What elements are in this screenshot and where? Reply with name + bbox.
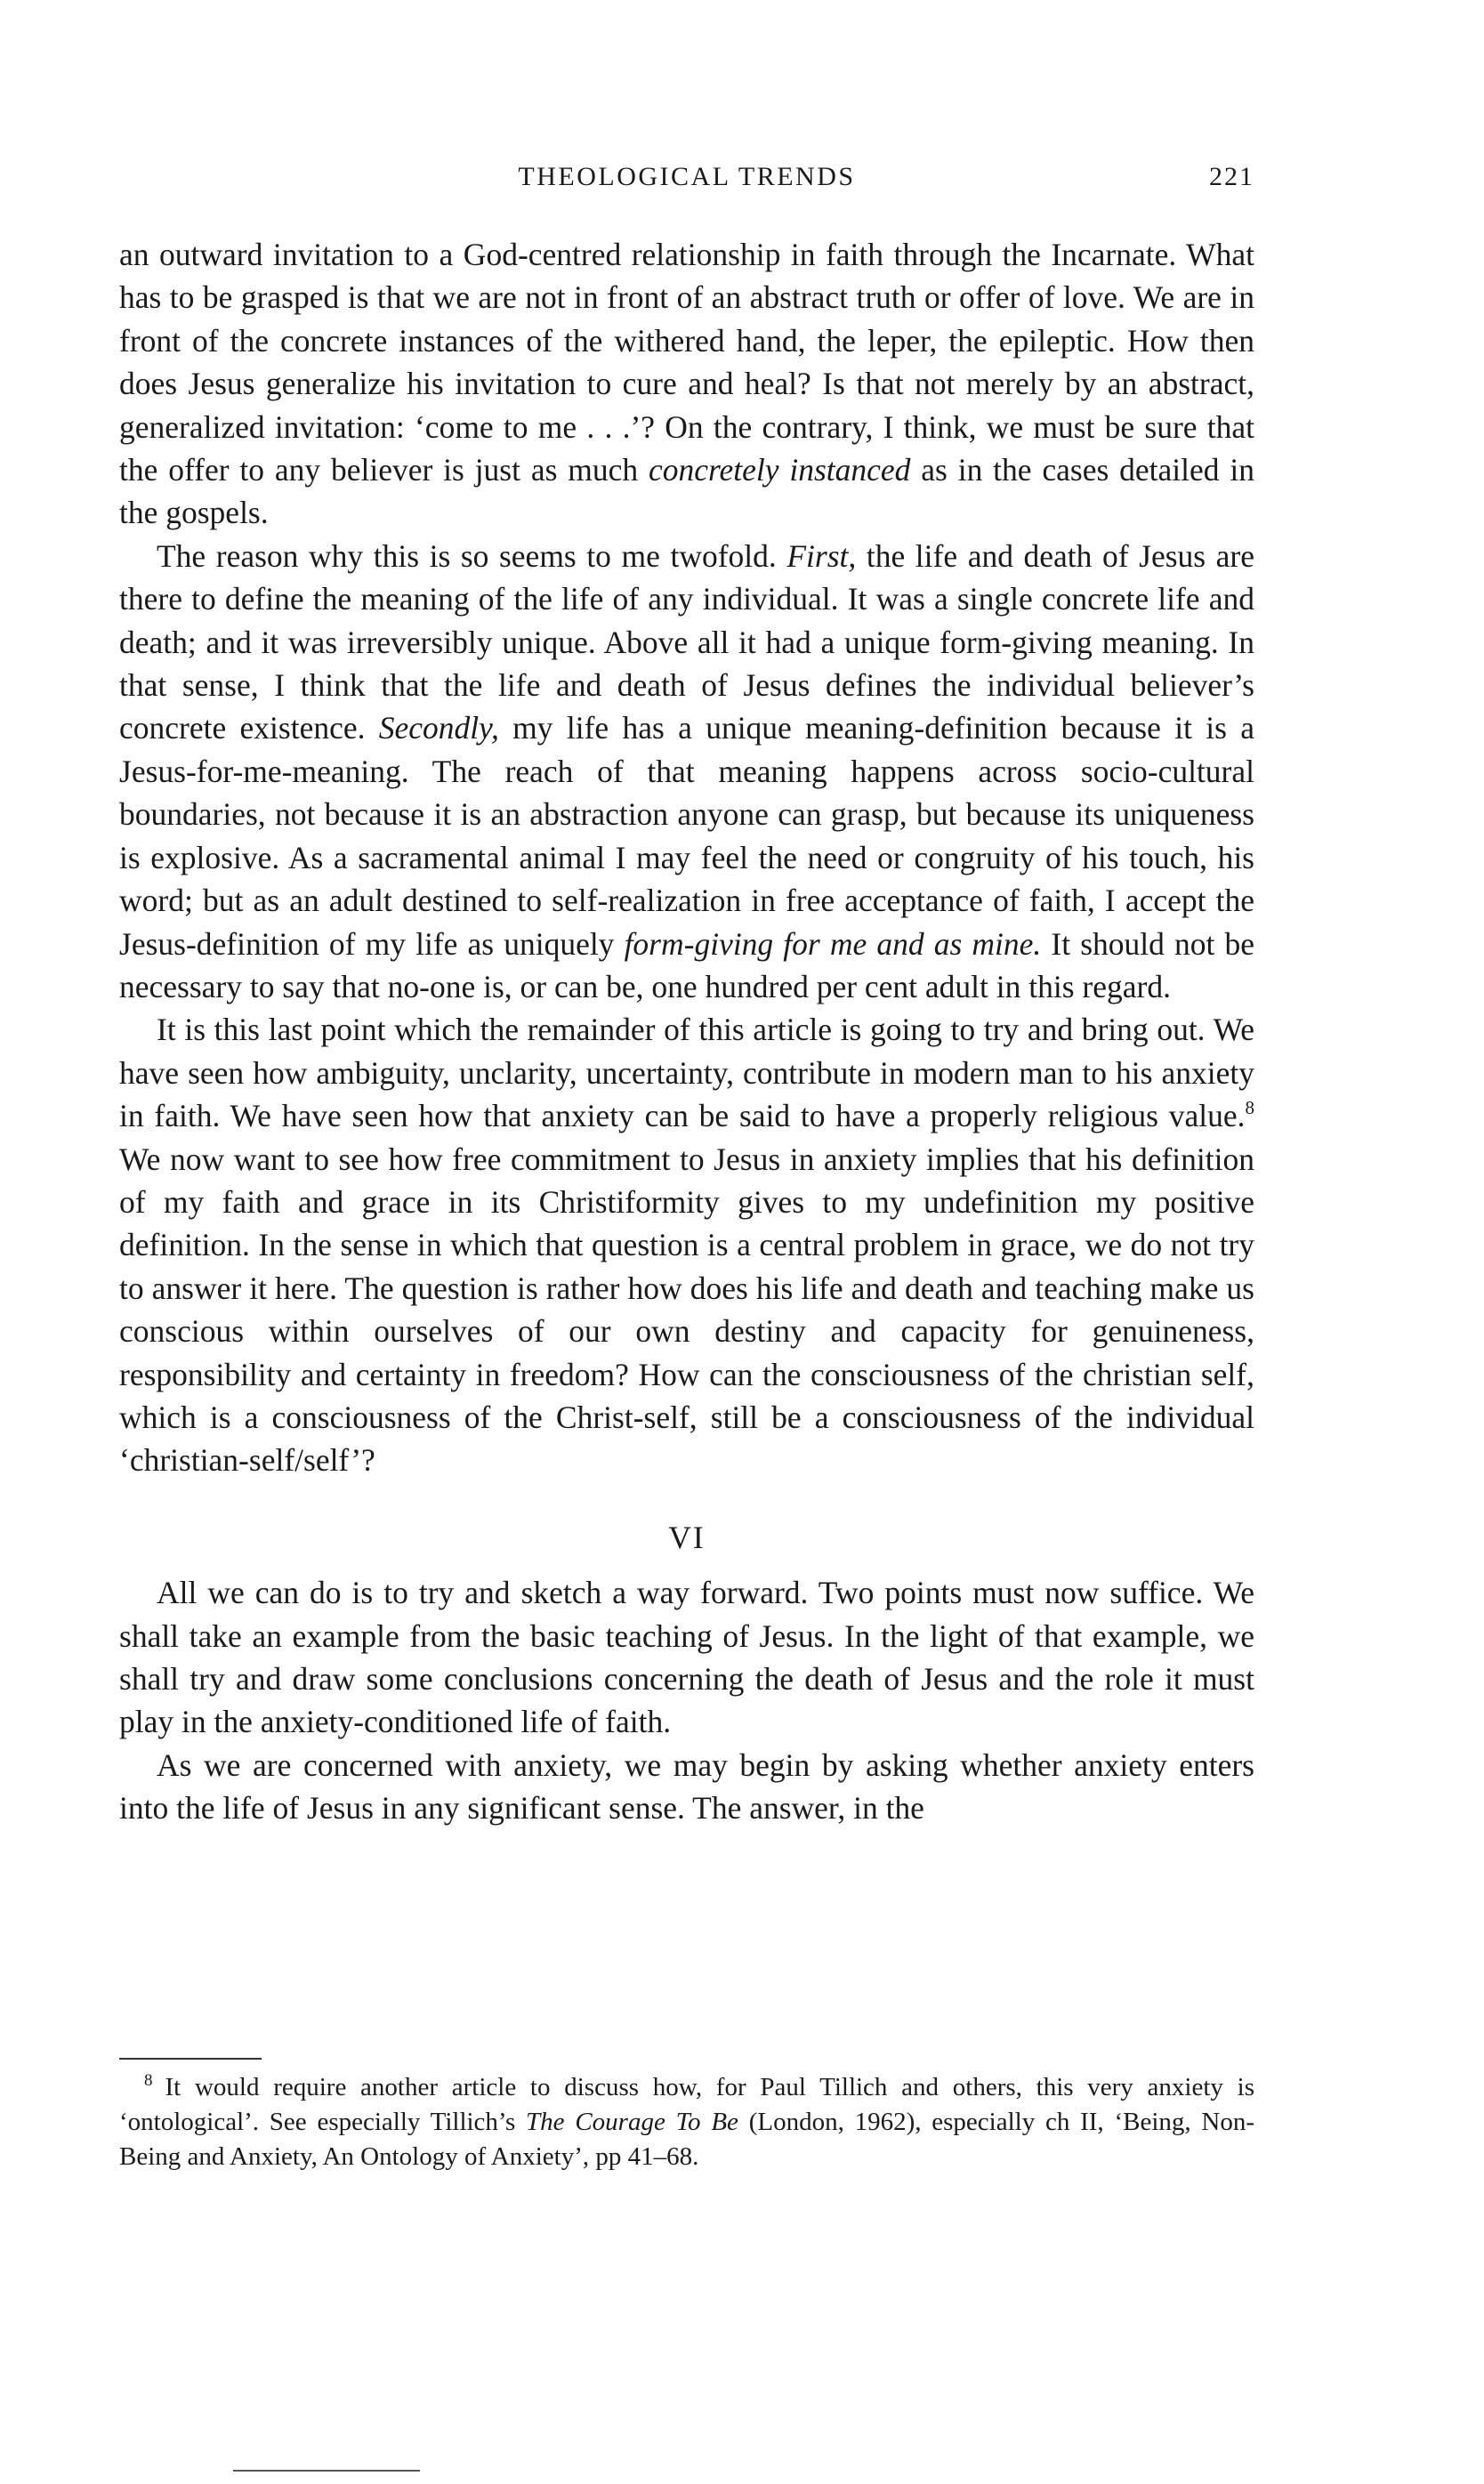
paragraph-2 xyxy=(119,535,1254,1008)
text-run: It would require another article to discuss how, for Paul Tillich and others, this very anxiety is ‘ontological’. See especially Tillich’s xyxy=(119,2073,1254,2136)
section-heading: VI xyxy=(668,1519,706,1555)
footnote-rule xyxy=(119,2058,262,2060)
text-run: (London, 1962), especially ch II, ‘Being, Non-Being and Anxiety, An Ontology of Anxiety’, pp 41–68. xyxy=(119,2108,1254,2171)
text-run: We now want to see how free commitment to Jesus in anxiety implies that his definition of my faith and grace in its Christiformity gives to my undefinition my positive definition. In the sense in which that question is a central problem in grace, we do not try to answer it here. The question is rather how does his life and death and teaching make us conscious within ourselves of our own destiny and capacity for genuineness, responsibility and certainty in freedom? How can the consciousness of the christian self, which is a consciousness of the Christ-self, still be a consciousness of the individual ‘christian-self/self’? xyxy=(119,1141,1254,1479)
text-run: an outward invitation to a God-centred relationship in faith through the Incarnate. What has to be grasped is that we are not in front of an abstract truth or offer of love. We are in front of the concrete instances of the withered hand, the leper, the epileptic. How then does Jesus generalize his invitation to cure and heal? Is that not merely by an abstract, generalized invitation: ‘come to me . . .’? On the contrary, I think, we must be sure that the offer to any believer is just as much xyxy=(119,237,1254,488)
italic-text: concretely instanced xyxy=(649,452,911,488)
footnotes xyxy=(119,2070,1254,2174)
italic-text: First, xyxy=(786,537,857,574)
footnote-reference: 8 xyxy=(1245,1097,1254,1119)
text-run: as in the cases detailed in the gospels. xyxy=(119,452,1254,531)
italic-text: form-giving for me and as mine. xyxy=(624,925,1042,962)
section-paragraph-1 xyxy=(119,1571,1254,1744)
paragraph-1 xyxy=(119,233,1254,535)
text-run: As we are concerned with anxiety, we may begin by asking whether anxiety enters into the life of Jesus in any significant sense. The answer, in the xyxy=(119,1746,1254,1827)
italic-text: Secondly, xyxy=(378,710,499,746)
footnote-text xyxy=(119,2073,1254,2171)
text-run: the life and death of Jesus are there to define the meaning of the life of any individual. It was a single concrete life and death; and it was irreversibly unique. Above all it had a unique form-giving meaning. In that sense, I think that the life and death of Jesus defines the individual believer’s concrete existence. xyxy=(119,537,1255,746)
italic-text: The Courage To Be xyxy=(526,2108,738,2136)
text-run: It is this last point which the remainder of this article is going to try and bring out. We have seen how ambiguity, unclarity, uncertainty, contribute in modern man to his anxiety in faith. We have seen how that anxiety can be said to have a properly religious value. xyxy=(119,1012,1254,1134)
text-run: my life has a unique meaning-definition because it is a Jesus-for-me-meaning. The reach of that meaning happens across socio-cultural boundaries, not because it is an abstraction anyone can grasp, but because its uniqueness is explosive. As a sacramental animal I may feel the need or congruity of his touch, his word; but as an adult destined to self-realization in free acceptance of faith, I accept the Jesus-definition of my life as uniquely xyxy=(119,710,1254,962)
paragraph-3 xyxy=(119,1008,1254,1481)
text-run: All we can do is to try and sketch a way forward. Two points must now suffice. We shall take an example from the basic teaching of Jesus. In the light of that example, we shall try and draw some conclusions concerning the death of Jesus and the role it must play in the anxiety-conditioned life of faith. xyxy=(119,1575,1254,1740)
scan-artifact-line xyxy=(233,2470,420,2472)
text-run: It should not be necessary to say that no-one is, or can be, one hundred per cent adult in this regard. xyxy=(119,925,1255,1004)
footnote-8 xyxy=(119,2070,1254,2174)
section-paragraph-2 xyxy=(119,1744,1254,1830)
text-run: The reason why this is so seems to me twofold. xyxy=(157,537,787,574)
running-head xyxy=(119,162,1254,205)
footnote-marker: 8 xyxy=(144,2071,153,2090)
page-number: 221 xyxy=(1209,162,1254,191)
body-text xyxy=(119,233,1254,1830)
running-title: THEOLOGICAL TRENDS xyxy=(518,162,856,191)
